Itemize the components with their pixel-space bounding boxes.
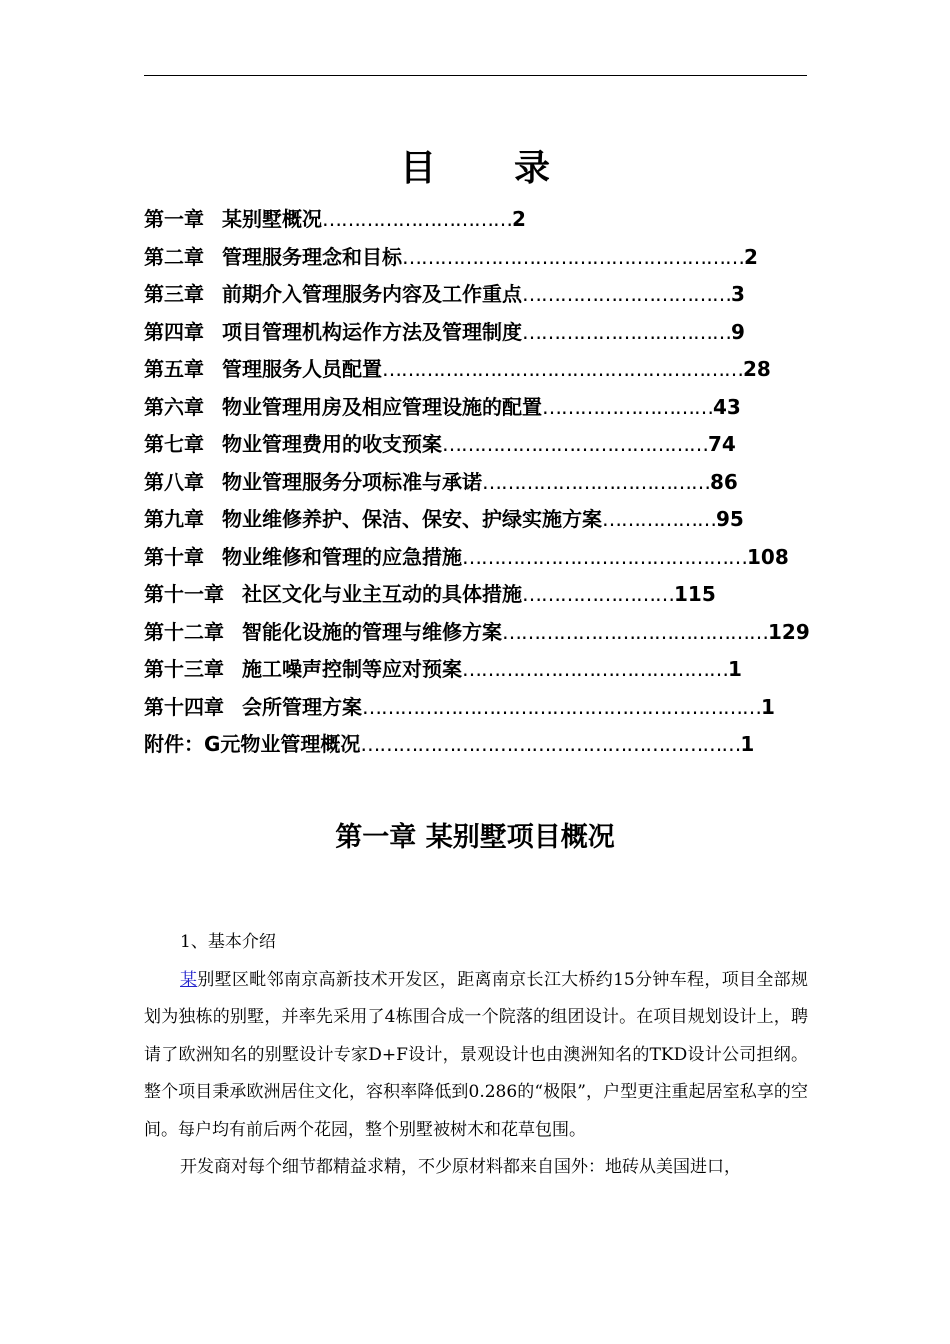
- toc-page-number: 43: [713, 394, 741, 419]
- toc-entry[interactable]: [144, 614, 844, 652]
- toc-page-number: 2: [744, 244, 758, 269]
- section-title: 1、基本介绍: [180, 932, 276, 952]
- toc-page-number: 108: [747, 544, 789, 569]
- toc-entry[interactable]: [144, 651, 844, 689]
- toc-chapter: 第八章: [144, 469, 204, 494]
- toc-chapter: 附件：: [144, 732, 204, 756]
- paragraph: [144, 962, 808, 1150]
- toc-page-number: 95: [716, 507, 744, 531]
- toc-dots: ……………………………: [522, 319, 731, 344]
- toc-entry[interactable]: [144, 201, 844, 239]
- toc-title: [0, 143, 950, 193]
- toc-dots: ……………………………………: [462, 657, 728, 681]
- toc-entry[interactable]: [144, 689, 844, 727]
- toc-chapter: 第十四章: [144, 694, 224, 719]
- toc-entry[interactable]: [144, 726, 844, 764]
- toc-entry-title: 某别墅概况: [222, 207, 322, 231]
- toc-entry[interactable]: [144, 314, 844, 352]
- toc-dots: ……………………………………: [442, 432, 708, 456]
- toc-entry-title: 会所管理方案: [242, 694, 362, 719]
- toc-chapter: 第四章: [144, 319, 204, 344]
- toc-chapter: 第十一章: [144, 582, 224, 606]
- toc-entry[interactable]: [144, 389, 844, 427]
- toc-entry-title: 施工噪声控制等应对预案: [242, 657, 462, 681]
- header-rule: [144, 75, 807, 76]
- toc-chapter: 第十章: [144, 544, 204, 569]
- toc-entry[interactable]: [144, 576, 844, 614]
- hyperlink[interactable]: 某: [180, 969, 198, 990]
- toc-entry-title: 物业管理用房及相应管理设施的配置: [222, 394, 542, 419]
- toc-entry-title: 前期介入管理服务内容及工作重点: [222, 282, 522, 306]
- chapter-body: [144, 924, 808, 1187]
- toc-page-number: 9: [731, 319, 745, 344]
- chapter-heading: 第一章 某别墅项目概况: [335, 822, 615, 853]
- toc-entry[interactable]: [144, 351, 844, 389]
- paragraph-text: 别墅区毗邻南京高新技术开发区，距离南京长江大桥约15分钟车程，项目全部规划为独栋的别墅，并率先采用了4栋围合成一个院落的组团设计。在项目规划设计上，聘请了欧洲知名的别墅设计专家D+F设计，景观设计也由澳洲知名的TKD设计公司担纲。整个项目秉承欧洲居住文化，容积率降低到0.286的“极限”，户型更注重起居室私享的空间。每户均有前后两个花园，整个别墅被树木和花草包围。: [144, 969, 808, 1140]
- toc-entry-title: 管理服务理念和目标: [222, 244, 402, 269]
- toc-entry-title: 物业维修和管理的应急措施: [222, 544, 462, 569]
- toc-dots: ………………………………: [482, 469, 710, 494]
- toc-chapter: 第三章: [144, 282, 204, 306]
- toc-entry[interactable]: [144, 539, 844, 577]
- toc-dots: …………………………………………………: [382, 357, 743, 381]
- toc-title-left: 目: [399, 147, 436, 189]
- toc-page-number: 2: [512, 207, 526, 231]
- toc-page-number: 74: [708, 432, 736, 456]
- toc-page-number: 115: [674, 582, 716, 606]
- toc-dots: ………………………………………………………: [362, 694, 761, 719]
- toc-dots: ……………………………………………………: [360, 732, 741, 756]
- toc-entry-title: 物业维修养护、保洁、保安、护绿实施方案: [222, 507, 602, 531]
- toc-entry-title: 项目管理机构运作方法及管理制度: [222, 319, 522, 344]
- paragraph: 开发商对每个细节都精益求精，不少原材料都来自国外：地砖从美国进口，: [180, 1157, 741, 1177]
- toc-dots: ………………………: [542, 394, 713, 419]
- toc-page-number: 1: [728, 657, 742, 681]
- toc-dots: ……………………………: [522, 282, 731, 306]
- toc-chapter: 第一章: [144, 207, 204, 231]
- toc-page-number: 86: [710, 469, 738, 494]
- toc-entry[interactable]: [144, 464, 844, 502]
- toc-dots: …………………………: [322, 207, 512, 231]
- toc-dots: ………………………………………: [462, 544, 747, 569]
- toc-chapter: 第十三章: [144, 657, 224, 681]
- toc-entry-title: 物业管理费用的收支预案: [222, 432, 442, 456]
- toc-page-number: 3: [731, 282, 745, 306]
- toc-page-number: 129: [768, 619, 810, 644]
- toc-entry[interactable]: [144, 276, 844, 314]
- toc-dots: ………………………………………………: [402, 244, 744, 269]
- toc-chapter: 第九章: [144, 507, 204, 531]
- toc-page-number: 1: [761, 694, 775, 719]
- toc-entry-title: 物业管理服务分项标准与承诺: [222, 469, 482, 494]
- toc-chapter: 第六章: [144, 394, 204, 419]
- toc-entry-title: 智能化设施的管理与维修方案: [242, 619, 502, 644]
- toc-entry-title: G元物业管理概况: [204, 732, 361, 756]
- toc-chapter: 第五章: [144, 357, 204, 381]
- toc-entry[interactable]: [144, 426, 844, 464]
- toc-chapter: 第十二章: [144, 619, 224, 644]
- toc-page-number: 28: [743, 357, 771, 381]
- toc-entry[interactable]: [144, 501, 844, 539]
- toc-dots: ……………………………………: [502, 619, 768, 644]
- toc-entry-title: 社区文化与业主互动的具体措施: [242, 582, 522, 606]
- toc-dots: ……………………: [522, 582, 674, 606]
- toc-entry-title: 管理服务人员配置: [222, 357, 382, 381]
- toc-dots: ………………: [602, 507, 716, 531]
- toc-page-number: 1: [740, 732, 755, 756]
- toc-entry[interactable]: [144, 239, 844, 277]
- toc-chapter: 第七章: [144, 432, 204, 456]
- table-of-contents: [144, 201, 844, 764]
- toc-title-right: 录: [514, 147, 551, 189]
- toc-chapter: 第二章: [144, 244, 204, 269]
